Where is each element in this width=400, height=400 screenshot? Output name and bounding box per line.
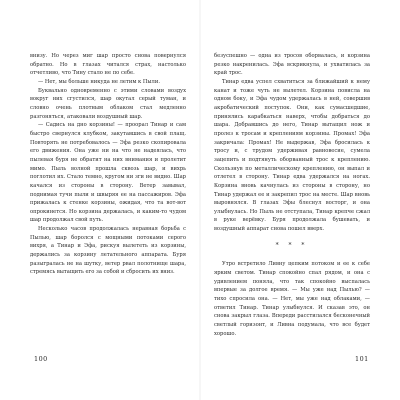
right-page-before-break: [214, 52, 370, 234]
right-page-number: 101: [355, 355, 369, 363]
paragraph: безуспешно — одна из тросов оборвалась, и корзина резко накренилась. Эфа вскрикнула, и ухватилась за край трос.: [214, 53, 370, 77]
right-page: [214, 52, 370, 348]
paragraph: Утро встретило Ливну цепким потоком и ее к себе ярким светом. Тинар спокойно спал рядом, и она с удивлением поняла, что так спокойно выспалась впервые за долгое время. — Мы уже над Пылью? — тихо спросила она. — Нет, мы уже над облаками, — ответил Тинар. Тинар улыбнулся. И сказав это, он снова закрыл глаза. Впереди расстилался бесконечный светлый горизонт, и Ливна подумала, что все будет хорошо.: [214, 261, 370, 337]
paragraph: внизу. Но через миг шар просто снова повернулся обратно. Но в глазах читался страх, настолько отчетливо, что Тину стало не по себе.: [30, 53, 186, 77]
paragraph: Несколько часов продолжалась неравная борьба с Пылью, шар боролся с мощными потоками серого вихря, а Тинар и Эфа, рискуя вылететь из корзины, держались за корзину летательного аппарата. Буря разыгралась не на шутку, ветер рвал полотнище шара, стремясь вытащить его за собой и сбросить их вниз.: [30, 226, 186, 276]
left-page: [30, 52, 186, 348]
paragraph: Тинар едва успел схватиться за ближайший к нему канат и тоже чуть не вылетел. Корзина повисла на одном боку, и Эфа чудом удержалась в ней, совершив акробатический поступок. Они, как сумасшедшие, принялись карабкаться наверх, чтобы добраться до шара. Добравшись до него, Тинар вытащил нож и пролез к тросам и креплениям корзины. Промах! Эфа закричала: Промах! Не выдержав, Эфа бросилась к тросу и, с трудом удерживая равновесие, сумела зацепить и подтянуть оборванный трос к креплению. Скользнув по металлическому креплению, он выпал и отлетел в сторону. Тинар едва удержался на ногах. Корзина вновь качнулась из стороны в сторону, но Тинар удержал ее и закрепил трос на месте. Шар вновь выровнялся. В глазах Эфы блеснул восторг, и она улыбнулась. Но Пыль не отступала, Тинар крепче сжал в руке верёвку. Буря продолжала бушевать, и воздушный аппарат снова пошел вверх.: [214, 78, 370, 233]
left-page-number: 100: [34, 355, 48, 363]
right-page-after-break: [214, 260, 370, 338]
paragraph: Буквально одновременно с этими словами воздух вокруг них сгустился, шар окутал серый туман, и словно очень плотным облаком стал медленно разгоняться, атаковали воздушный шар.: [30, 87, 186, 120]
section-separator: * * *: [275, 241, 309, 249]
book-gutter: [199, 0, 201, 400]
paragraph: — Садись на дно корзины! — проорал Тинар и сам быстро свернулся клубком, закутавшись в свой плащ. Повторять не потребовалось — Эфа резко скопировала его движения. Она уже ни на что не надеялась, что пылевая буря не обратит на них внимания и пролетит мимо. Пыль волной прошла сквозь шар, и вихрь поглотил их. Стало темно, кругом ни зги не видно. Шар качался из стороны в сторону. Ветер завывал, поднимая тучи пыли и швыряя ее на пассажиров. Эфа прижалась к стенке корзины, ожидая, что та вот-вот опрокинется. Но корзина держалась, и каким-то чудом шар продолжал свой путь.: [30, 122, 186, 224]
paragraph: — Нет, мы больше никуда не летим к Пыли.: [38, 78, 160, 85]
